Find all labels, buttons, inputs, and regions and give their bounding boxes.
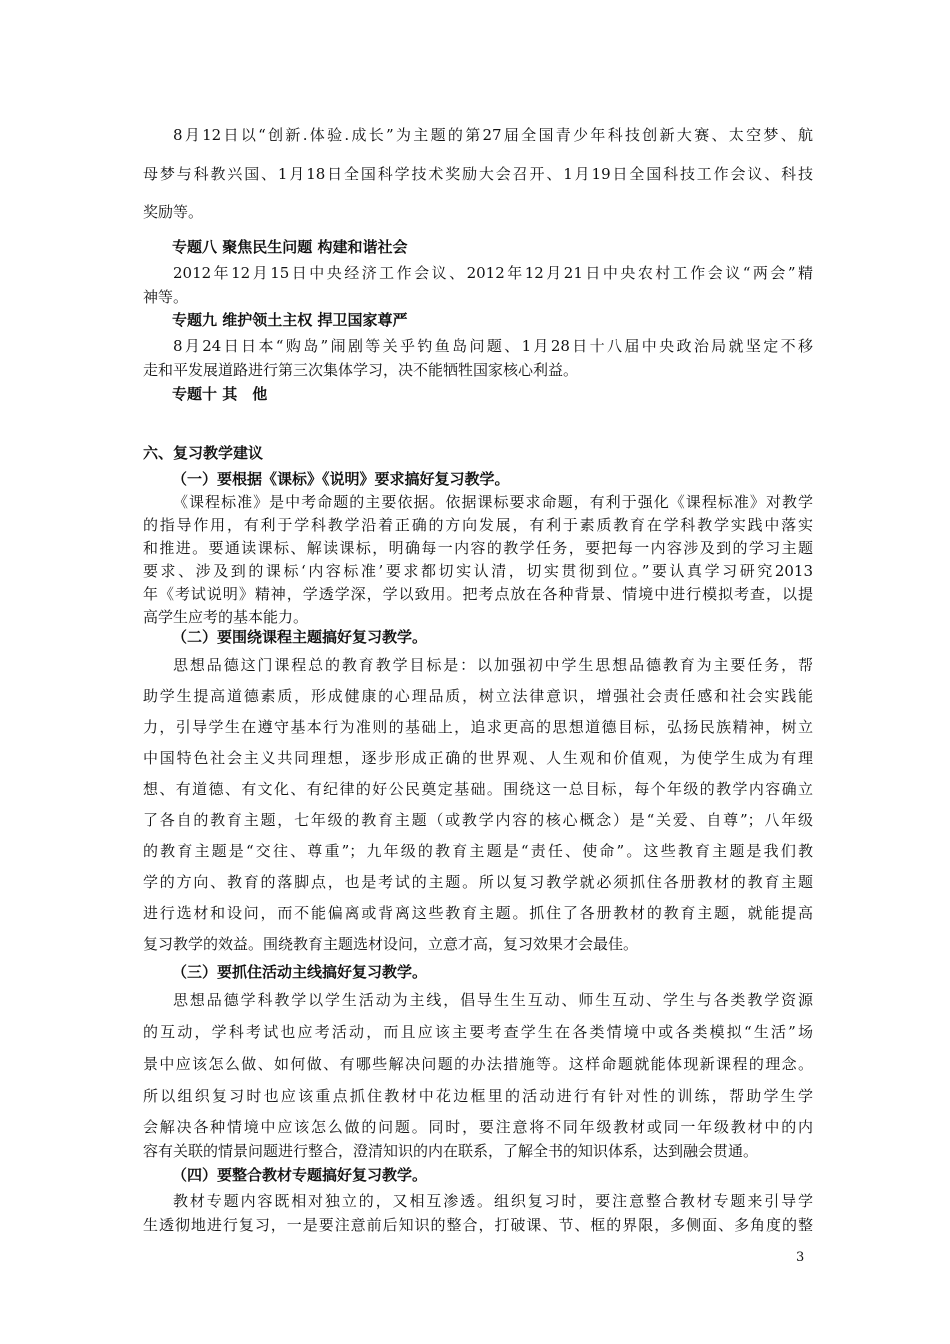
text-line: 要求、涉及到的课标‘内容标准’要求都切实认清，切实贯彻到位。”要认真学习研究2013 — [143, 562, 813, 580]
text-line: 中国特色社会主义共同理想，逐步形成正确的世界观、人生观和价值观，为使学生成为有理 — [143, 749, 813, 767]
text-line: 力，引导学生在遵守基本行为准则的基础上，追求更高的思想道德目标，弘扬民族精神，树立 — [143, 718, 813, 736]
text-line: 神等。 — [143, 288, 189, 306]
text-line: 助学生提高道德素质，形成健康的心理品质，树立法律意识，增强社会责任感和社会实践能 — [143, 687, 813, 705]
text-line: 的指导作用，有利于学科教学沿着正确的方向发展，有利于素质教育在学科教学实践中落实 — [143, 516, 813, 534]
text-line: 容有关联的情景问题进行整合，澄清知识的内在联系，了解全书的知识体系，达到融会贯通。 — [143, 1142, 759, 1160]
section-heading: 专题九 维护领土主权 捍卫国家尊严 — [172, 311, 408, 329]
subsection-heading: （二）要围绕课程主题搞好复习教学。 — [172, 628, 428, 646]
subsection-heading: （四）要整合教材专题搞好复习教学。 — [172, 1166, 428, 1184]
text-line: 学的方向、教育的落脚点，也是考试的主题。所以复习教学就必须抓住各册教材的教育主题 — [143, 873, 813, 891]
text-line: 思想品德这门课程总的教育教学目标是：以加强初中学生思想品德教育为主要任务，帮 — [173, 656, 813, 674]
subsection-heading: （三）要抓住活动主线搞好复习教学。 — [172, 963, 428, 981]
text-line: 会解决各种情境中应该怎么做的问题。同时，要注意将不同年级教材或同一年级教材中的内 — [143, 1118, 813, 1136]
text-line: 生透彻地进行复习，一是要注意前后知识的整合，打破课、节、框的界限，多侧面、多角度的整 — [143, 1216, 813, 1234]
text-line: 的教育主题是“交往、尊重”；九年级的教育主题是“责任、使命”。这些教育主题是我们教 — [143, 842, 813, 860]
text-line: 2012年12月15日中央经济工作会议、2012年12月21日中央农村工作会议“两会”精 — [173, 264, 813, 282]
chapter-heading: 六、复习教学建议 — [143, 444, 264, 462]
text-line: 教材专题内容既相对独立的，又相互渗透。组织复习时，要注意整合教材专题来引导学 — [173, 1192, 813, 1210]
text-line: 思想品德学科教学以学生活动为主线，倡导生生互动、师生互动、学生与各类教学资源 — [173, 991, 813, 1009]
section-heading: 专题八 聚焦民生问题 构建和谐社会 — [172, 238, 408, 256]
text-line: 高学生应考的基本能力。 — [143, 608, 309, 626]
text-line: 的互动，学科考试也应考活动，而且应该主要考查学生在各类情境中或各类模拟“生活”场 — [143, 1023, 813, 1041]
text-line: 年《考试说明》精神，学透学深，学以致用。把考点放在各种背景、情境中进行模拟考查，以提 — [143, 585, 813, 603]
text-line: 母梦与科教兴国、1月18日全国科学技术奖励大会召开、1月19日全国科技工作会议、科技 — [143, 165, 813, 183]
text-line: 走和平发展道路进行第三次集体学习，决不能牺牲国家核心利益。 — [143, 361, 579, 379]
text-line: 和推进。要通读课标、解读课标，明确每一内容的教学任务，要把每一内容涉及到的学习主题 — [143, 539, 813, 557]
text-line: 复习教学的效益。围绕教育主题选材设问，立意才高，复习效果才会最佳。 — [143, 935, 639, 953]
page-number: 3 — [796, 1250, 805, 1265]
text-line: 奖励等。 — [143, 203, 204, 221]
text-line: 景中应该怎么做、如何做、有哪些解决问题的办法措施等。这样命题就能体现新课程的理念。 — [143, 1055, 813, 1073]
text-line: 8月24日日本“购岛”闹剧等关乎钓鱼岛问题、1月28日十八届中央政治局就坚定不移 — [173, 337, 813, 355]
text-line: 了各自的教育主题，七年级的教育主题（或教学内容的核心概念）是“关爱、自尊”；八年级 — [143, 811, 813, 829]
text-line: 《课程标准》是中考命题的主要依据。依据课标要求命题，有利于强化《课程标准》对教学 — [173, 493, 813, 511]
text-line: 想、有道德、有文化、有纪律的好公民奠定基础。围绕这一总目标，每个年级的教学内容确立 — [143, 780, 813, 798]
text-line: 进行选材和设问，而不能偏离或背离这些教育主题。抓住了各册教材的教育主题，就能提高 — [143, 904, 813, 922]
subsection-heading: （一）要根据《课标》《说明》要求搞好复习教学。 — [172, 470, 510, 488]
text-line: 8月12日以“创新.体验.成长”为主题的第27届全国青少年科技创新大赛、太空梦、航 — [173, 126, 813, 144]
text-line: 所以组织复习时也应该重点抓住教材中花边框里的活动进行有针对性的训练，帮助学生学 — [143, 1087, 813, 1105]
section-heading: 专题十 其 他 — [172, 385, 268, 403]
